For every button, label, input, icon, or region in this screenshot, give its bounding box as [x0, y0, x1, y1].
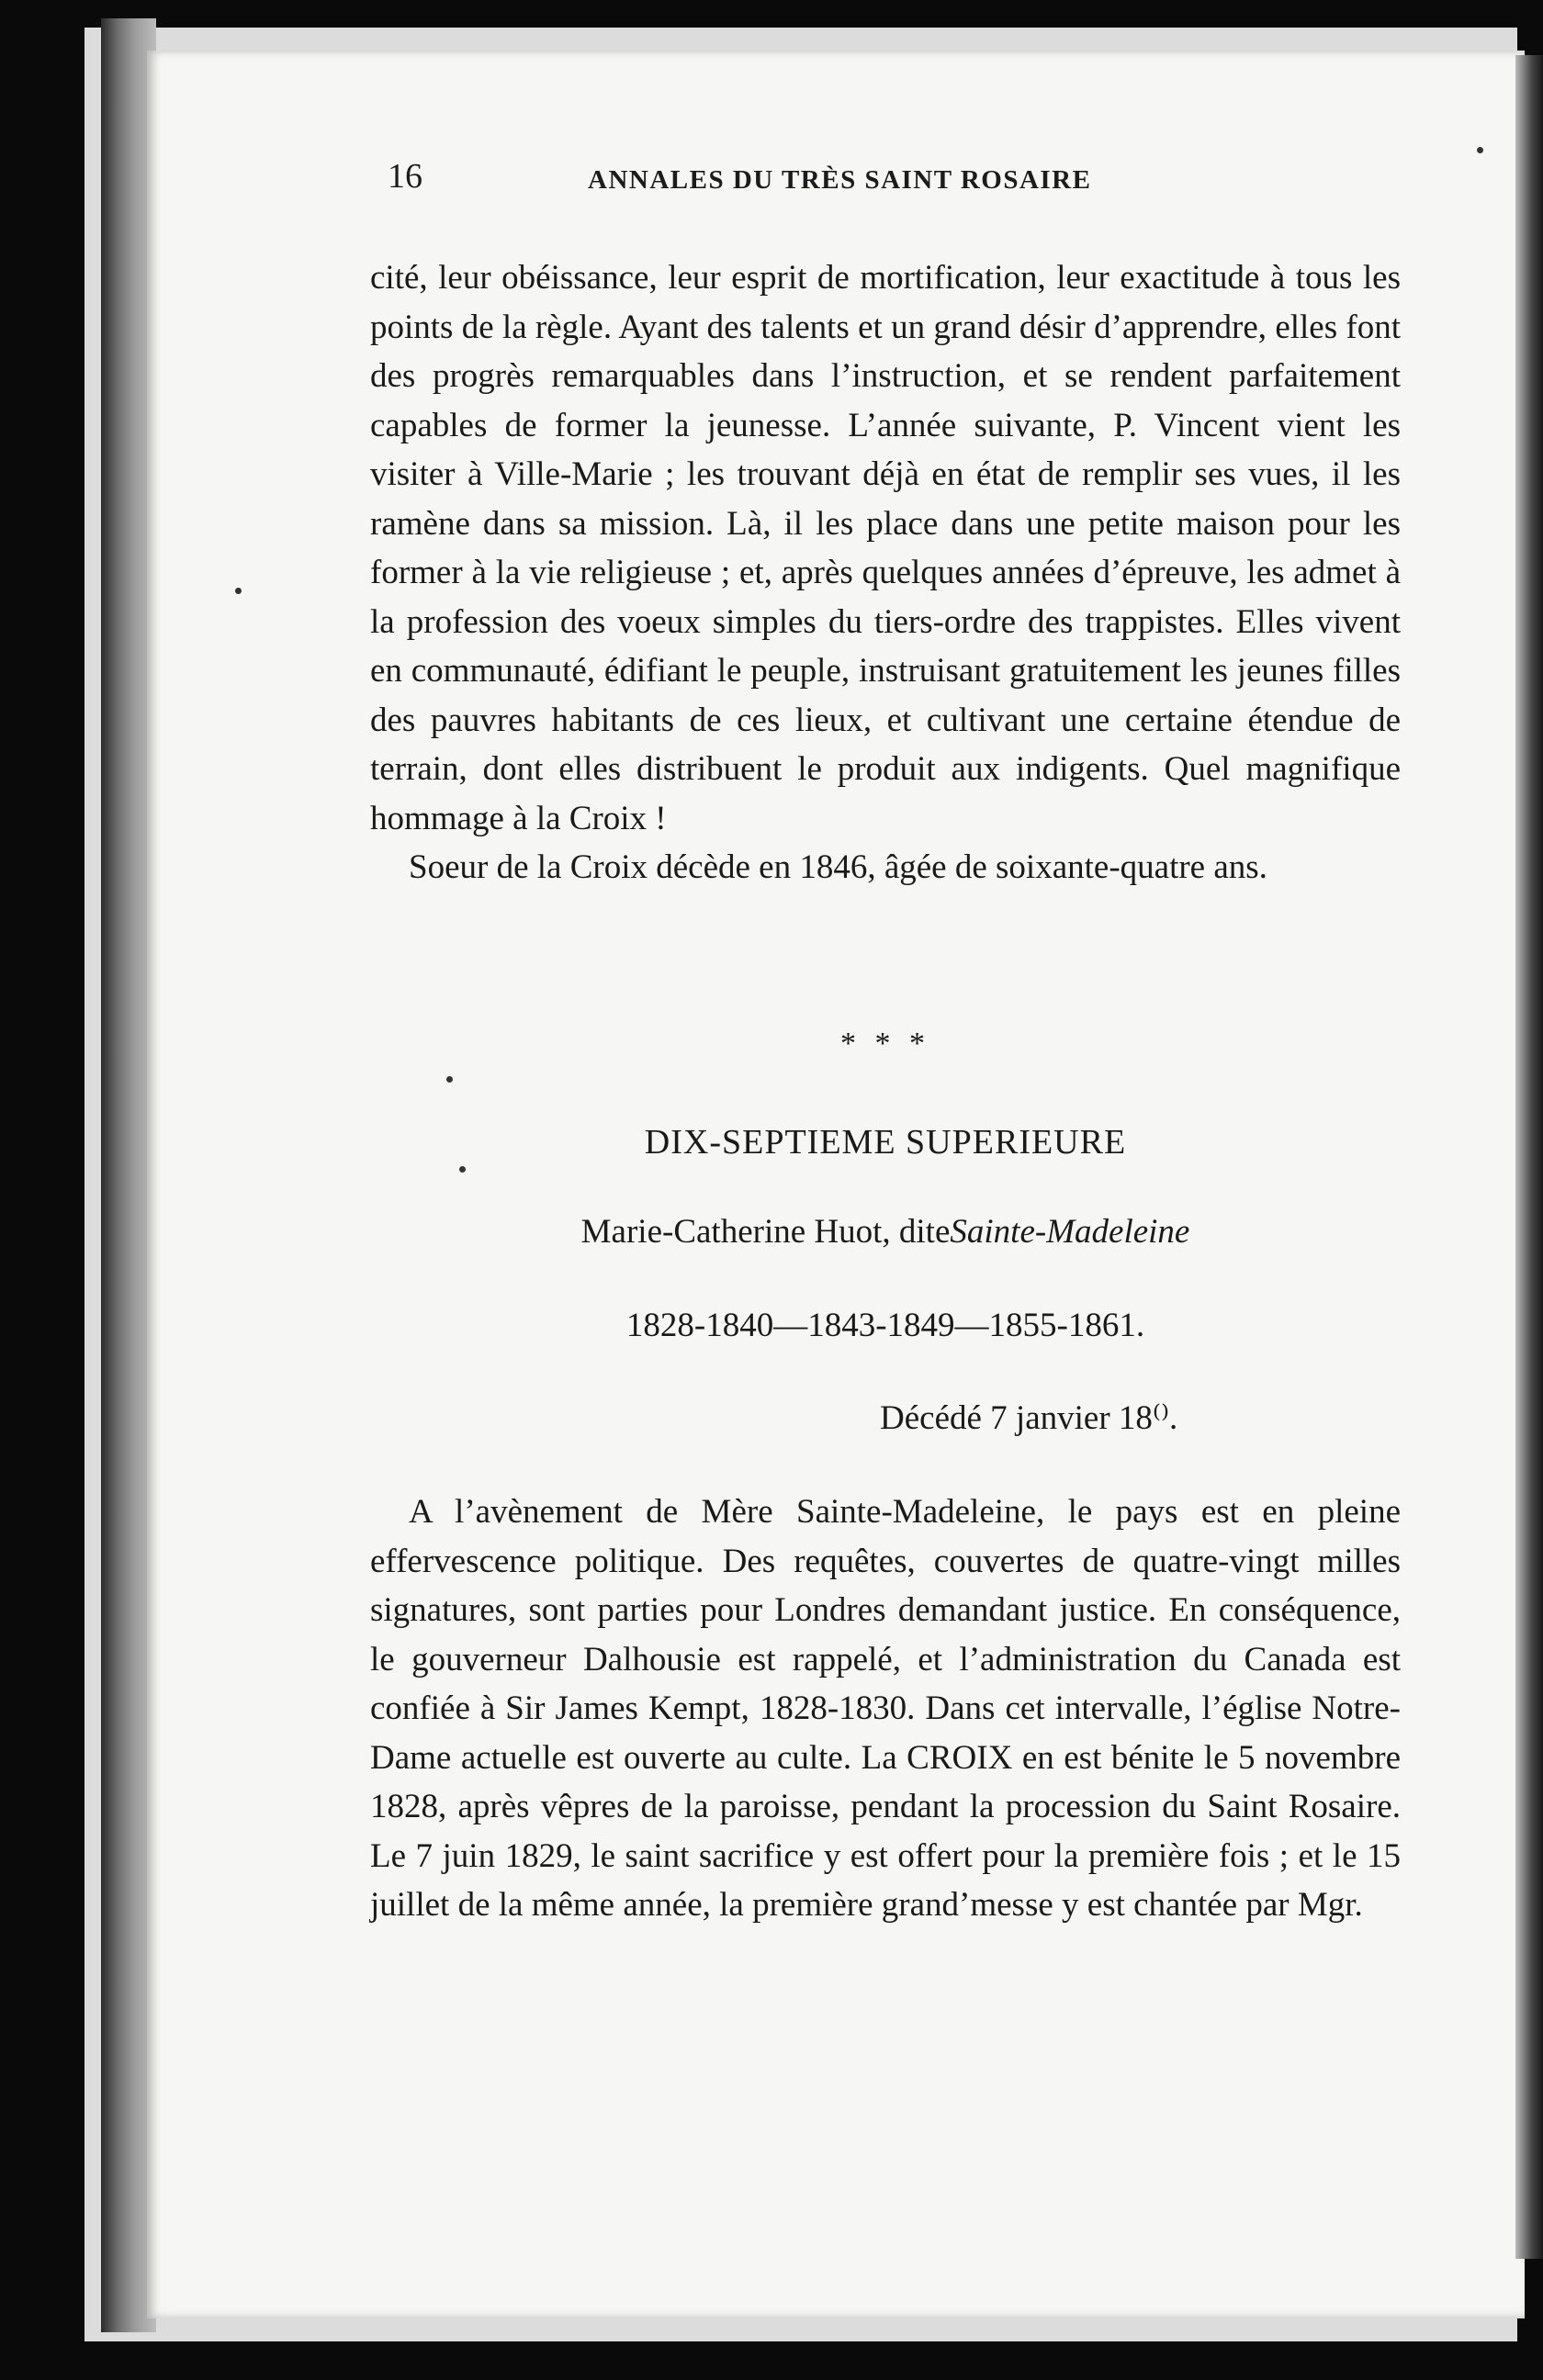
- scan-speck: [235, 588, 242, 594]
- section-separator: * * *: [840, 1027, 930, 1061]
- death-date: Décédé 7 janvier 18⁽⁾.: [880, 1399, 1178, 1437]
- paragraph: Soeur de la Croix décède en 1846, âgée de soixante-quatre ans.: [409, 848, 1267, 886]
- text-block-bottom: [370, 1488, 1401, 1930]
- text-block-top: [370, 253, 1401, 892]
- right-page-edge: [1515, 55, 1543, 2259]
- page-header: [367, 156, 1405, 211]
- scan-speck: [446, 1076, 453, 1083]
- paragraph: cité, leur obéissance, leur esprit de mortification, leur exactitude à tous les points de la règle. Ayant des talents et un grand désir d’apprendre, elles font des progrès remarquables dans l’instruction, et se rendent parfaitement capables de former la jeunesse. L’année suivante, P. Vincent vient les visiter à Ville-Marie ; les trouvant déjà en état de remplir ses vues, il les ramène dans sa mission. Là, il les place dans une petite maison pour les former à la vie religieuse ; et, après quelques années d’épreuve, les admet à la profession des voeux simples du tiers-ordre des trappistes. Elles vivent en communauté, édifiant le peuple, instruisant gratuitement les jeunes filles des pauvres habitants de ces lieux, et cultivant une certaine étendue de terrain, dont elles distribuent le produit aux indigents. Quel magnifique hommage à la Croix !: [370, 259, 1401, 837]
- scan-speck: [1477, 147, 1483, 153]
- superior-name-prefix: Marie-Catherine Huot, dite: [580, 1213, 951, 1251]
- scan-speck: [459, 1166, 466, 1173]
- superior-religious-name: Sainte-Madeleine: [950, 1213, 1190, 1251]
- paragraph: A l’avènement de Mère Sainte-Madeleine, le pays est en pleine effervescence politique. Des requêtes, couvertes de quatre-vingt milles signatures, sont parties pour Londres demandant justice. En conséquence, le gouverneur Dalhousie est rappelé, et l’administration du Canada est confiée à Sir James Kempt, 1828-1830. Dans cet intervalle, l’église Notre-Dame actuelle est ouverte au culte. La CROIX en est bénite le 5 novembre 1828, après vêpres de la paroisse, pendant la procession du Saint Rosaire. Le 7 juin 1829, le saint sacrifice y est offert pour la première fois ; et le 15 juillet de la même année, la première grand’messe y est chantée par Mgr.: [370, 1493, 1401, 1924]
- section-title: DIX-SEPTIEME SUPERIEURE: [644, 1123, 1127, 1162]
- terms-of-office: 1828-1840—1843-1849—1855-1861.: [625, 1307, 1145, 1344]
- superior-name: [370, 1212, 1401, 1252]
- running-title: ANNALES DU TRÈS SAINT ROSAIRE: [588, 165, 1092, 195]
- page-number: 16: [388, 157, 422, 196]
